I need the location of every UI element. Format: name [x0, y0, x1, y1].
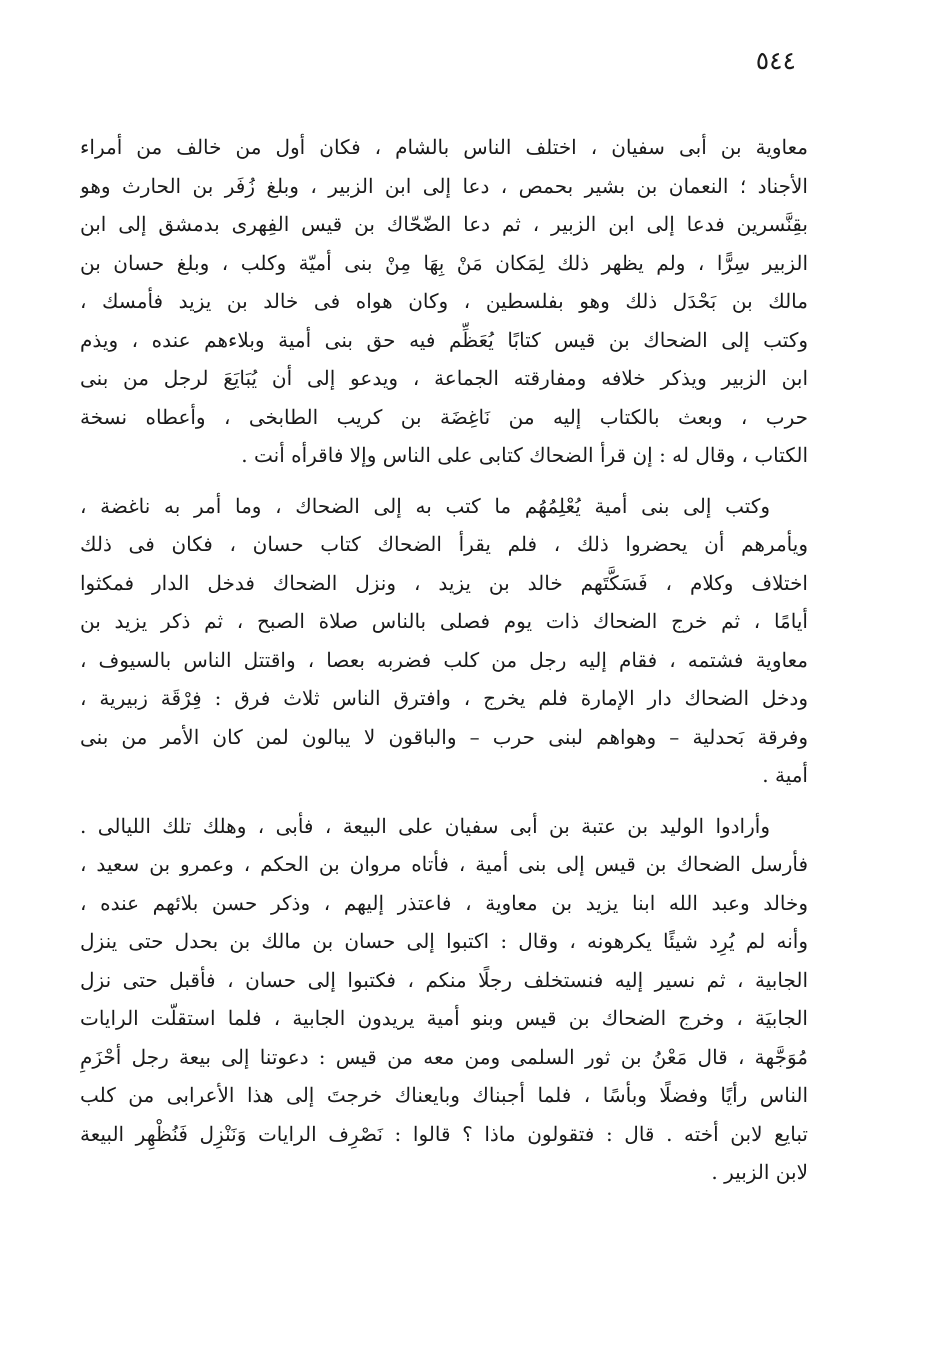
- body-text: [80, 128, 808, 1192]
- text-line: وخالد وعبد الله ابنا يزيد بن معاوية ، فاعتذر إليهم ، وذكر حسن بلائهم عنده ،: [80, 890, 808, 915]
- text-line: وكتب إلى الضحاك بن قيس كتابًا يُعَظِّم فيه حق بنى أمية وبلاءهم عنده ، ويذم: [80, 327, 808, 352]
- text-line: وفرقة بَحدلية – وهواهم لبنى حرب – والباقون لا يبالون لمن كان الأمر من بنى: [80, 724, 808, 749]
- text-line: وكتب إلى بنى أمية يُعْلِمُهُم ما كتب به إلى الضحاك ، وما أمر به ناغضة ،: [80, 493, 770, 518]
- text-line: ابن الزبير ويذكر خلافه ومفارقته الجماعة ، ويدعو إلى أن يُبَايَعَ لرجل من بنى: [80, 366, 808, 390]
- text-line: الأجناد ؛ النعمان بن بشير بحمص ، دعا إلى ابن الزبير ، وبلغ زُفَر بن الحارث وهو: [80, 173, 808, 198]
- text-line: الجابيَة ، وخرج الضحاك بن قيس وبنو أمية يريدون الجابية ، فلما استقلّت الرايات: [80, 1006, 808, 1030]
- text-line: تبايع لابن أخته . قال : فتقولون ماذا ؟ قالوا : نَصْرِف الرايات وَنَنْزِل فَنُظْهِر البيعة: [80, 1121, 808, 1146]
- text-line: وأرادوا الوليد بن عتبة بن أبى سفيان على البيعة ، فأبى ، وهلك تلك الليالى .: [80, 813, 770, 838]
- text-line: فأرسل الضحاك بن قيس إلى بنى أمية ، فأتاه مروان بن الحكم ، وعمرو بن سعيد ،: [80, 852, 808, 876]
- text-line: الزبير سِرًّا ، ولم يظهر ذلك لِمَكان مَنْ بِهَا مِنْ بنى أميّة وكلب ، وبلغ حسان بن: [80, 250, 808, 275]
- text-line: معاوية فشتمه ، فقام إليه رجل من كلب فضربه بعصا ، واقتتل الناس بالسيوف ،: [80, 647, 808, 672]
- text-line: أمية .: [762, 763, 808, 787]
- text-line: ويأمرهم أن يحضروا ذلك ، فلم يقرأ الضحاك كتاب حسان ، فكان فى ذلك: [80, 532, 808, 556]
- text-line: الناس رأيًا وفضلًا وبأسًا ، فلما أجبناك وبايعناك خرجتَ إلى هذا الأعرابى من كلب: [80, 1083, 808, 1107]
- paragraph-1: [80, 128, 808, 475]
- text-line: الكتاب ، وقال له : إن قرأ الضحاك كتابى على الناس وإلا فاقرأه أنت .: [241, 443, 808, 467]
- text-line: اختلاف وكلام ، فَسَكَّتَهم خالد بن يزيد ، ونزل الضحاك فدخل الدار فمكثوا: [80, 570, 808, 595]
- text-line: معاوية بن أبى سفيان ، اختلف الناس بالشام ، فكان أول من خالف من أمراء: [80, 135, 808, 159]
- text-line: وأنه لم يُرِد شيئًا يكرهونه ، وقال : اكتبوا إلى حسان بن مالك بن بحدل حتى ينزل: [80, 929, 808, 953]
- text-line: ودخل الضحاك دار الإمارة فلم يخرج ، وافترق الناس ثلاث فرق : فِرْقَة زبيرية ،: [80, 686, 808, 710]
- text-line: بقِنَّسرين فدعا إلى ابن الزبير ، ثم دعا الضّحّاك بن قيس الفِهرى بدمشق إلى ابن: [80, 212, 808, 236]
- text-line: مالك بن بَحْدَل ذلك وهو بفلسطين ، وكان هواه فى خالد بن يزيد فأمسك ،: [80, 289, 808, 313]
- paragraph-gap: [80, 475, 808, 487]
- page-number: ٥٤٤: [755, 46, 796, 75]
- text-line: مُوَجَّهة ، قال مَعْنُ بن ثور السلمى ومن معه من قيس : دعوتنا إلى بيعة رجل أحْزَمِ: [80, 1044, 808, 1069]
- text-line: لابن الزبير .: [711, 1160, 808, 1184]
- paragraph-2: [80, 487, 808, 795]
- text-line: الجابية ، ثم نسير إليه فنستخلف رجلًا منكم ، فكتبوا إلى حسان ، فأقبل حتى نزل: [80, 967, 808, 992]
- text-line: حرب ، وبعث بالكتاب إليه من نَاغِضَة بن كريب الطابخى ، وأعطاه نسخة: [80, 404, 808, 429]
- text-line: أيامًا ، ثم خرج الضحاك ذات يوم فصلى بالناس صلاة الصبح ، ثم ذكر يزيد بن: [80, 609, 808, 633]
- paragraph-3: [80, 807, 808, 1192]
- paragraph-gap: [80, 795, 808, 807]
